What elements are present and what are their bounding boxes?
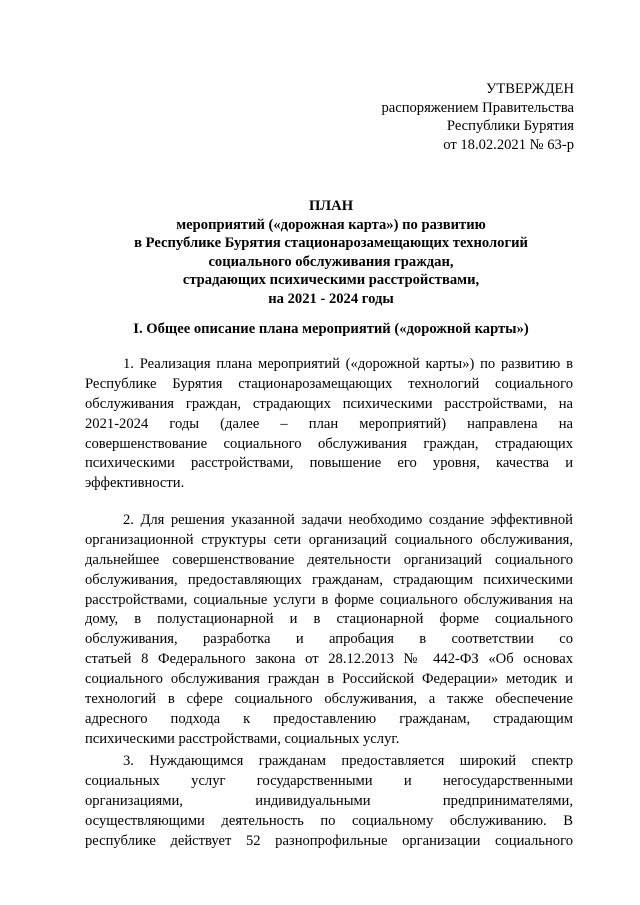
paragraph-line: статьей 8 Федерального закона от 28.12.2013 № 442-ФЗ «Об основах [85, 651, 573, 668]
paragraph-line: психическими расстройствами, социальных услуг. [85, 730, 400, 747]
document-title [88, 197, 574, 308]
paragraph-line: обслуживания, предоставляющих гражданам, страдающим психическими [85, 571, 573, 588]
paragraph-2 [85, 511, 573, 750]
paragraph-line: расстройствами, социальные услуги в форме социального обслуживания на [85, 591, 573, 608]
paragraph-line: обслуживания, разработка и апробация в соответствии со [85, 631, 573, 648]
title-line-2: в Республике Бурятия стационарозамещающих технологий [134, 235, 528, 251]
paragraph-line: дальнейшее совершенствование деятельности организаций социального [85, 551, 573, 568]
paragraph-line: организациями, индивидуальными предпринимателями, [85, 792, 573, 809]
paragraph-line: дому, в полустационарной и в стационарной форме социального [85, 611, 573, 628]
approval-stamp [381, 80, 574, 154]
paragraph-3 [85, 752, 573, 851]
title-line-5: на 2021 - 2024 годы [268, 290, 394, 307]
paragraph-line: Республике Бурятия стационарозамещающих технологий социального [85, 375, 573, 392]
paragraph-line: 2. Для решения указанной задачи необходимо создание эффективной [123, 512, 573, 528]
approval-line-2: Республики Бурятия [446, 118, 574, 134]
paragraph-line: эффективности. [85, 475, 185, 492]
paragraph-line: технологий в сфере социального обслуживания, а также обеспечение [85, 691, 573, 708]
paragraph-line: совершенствование социального обслуживания граждан, страдающих [85, 435, 573, 452]
title-line-4: страдающих психическими расстройствами, [182, 272, 480, 288]
section-heading: I. Общее описание плана мероприятий («дорожной карты») [133, 321, 529, 337]
approval-status: УТВЕРЖДЕН [486, 81, 574, 97]
paragraph-line: 2021-2024 годы (далее – план мероприятий) направлена на [85, 415, 573, 432]
paragraph-line: осуществляющими деятельность по социальному обслуживанию. В [85, 812, 573, 829]
approval-line-1: распоряжением Правительства [381, 99, 574, 116]
paragraph-line: организационной структуры сети организаций социального обслуживания, [85, 531, 573, 548]
title-heading: ПЛАН [308, 198, 354, 214]
title-line-3: социального обслуживания граждан, [208, 253, 454, 270]
paragraph-line: 3. Нуждающимся гражданам предоставляется широкий спектр [123, 753, 573, 769]
paragraph-1 [85, 355, 573, 494]
approval-line-3: от 18.02.2021 № 63-р [443, 136, 574, 153]
paragraph-line: адресного подхода к предоставлению гражданам, страдающим [85, 710, 573, 727]
paragraph-line: обслуживания граждан, страдающих психическими расстройствами, на [85, 395, 573, 412]
paragraph-line: республике действует 52 разнопрофильные организации социального [85, 832, 573, 849]
paragraph-line: 1. Реализация плана мероприятий («дорожной карты») по развитию в [123, 356, 573, 372]
paragraph-line: психическими расстройствами, повышение его уровня, качества и [85, 455, 573, 472]
paragraph-line: социального обслуживания граждан в Российской Федерации» методик и [85, 671, 573, 688]
paragraph-line: социальных услуг государственными и негосударственными [85, 772, 573, 789]
title-line-1: мероприятий («дорожная карта») по развитию [176, 216, 486, 233]
